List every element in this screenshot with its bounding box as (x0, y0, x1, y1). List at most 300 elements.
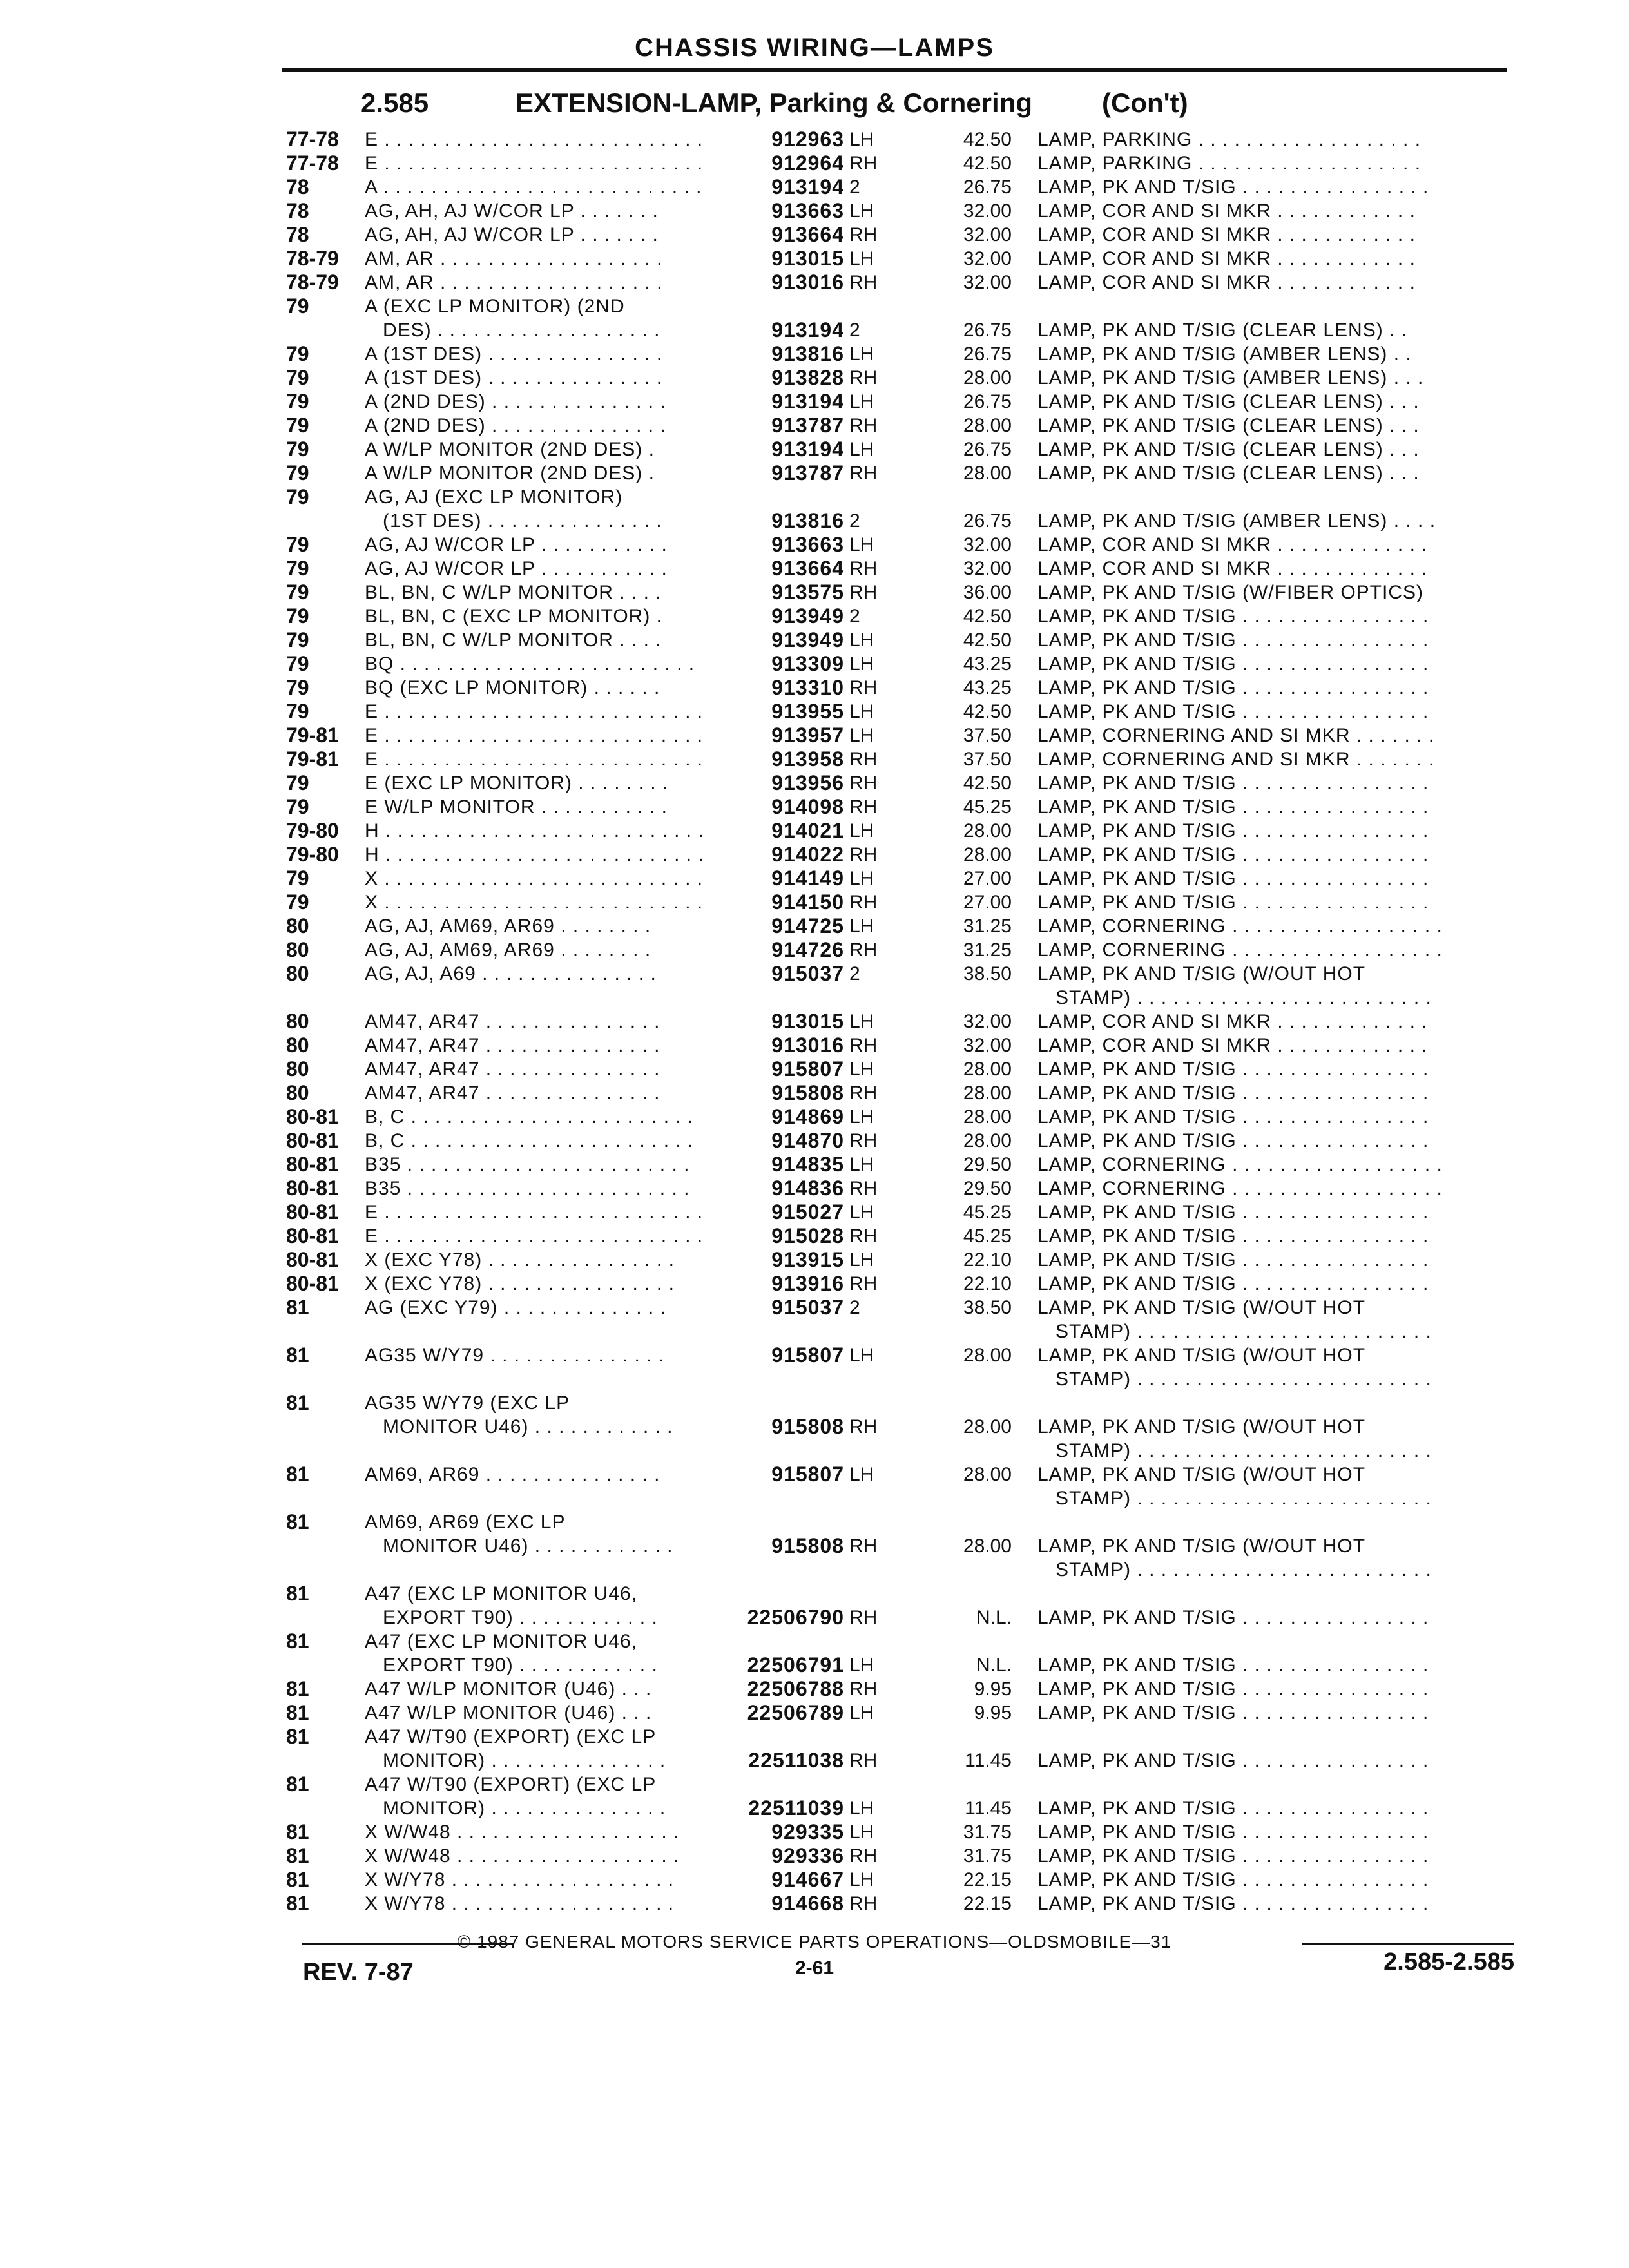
row-part-number: 913663 (771, 533, 844, 556)
row-price: 26.75 (963, 343, 1012, 365)
row-description: LAMP, PK AND T/SIG (W/OUT HOT (1037, 1345, 1366, 1366)
row-description: LAMP, PK AND T/SIG . . . . . . . . . . . . . . . . (1037, 1869, 1429, 1890)
row-description: LAMP, PK AND T/SIG (CLEAR LENS) . . . (1037, 415, 1420, 436)
row-side: LH (849, 868, 874, 889)
row-part-number: 913664 (771, 223, 844, 246)
row-description: LAMP, PK AND T/SIG (W/OUT HOT (1037, 963, 1366, 985)
row-part-number: 915807 (771, 1343, 844, 1367)
table-row (0, 628, 1629, 652)
row-description: LAMP, COR AND SI MKR . . . . . . . . . . . . . (1037, 534, 1428, 555)
row-part-number: 22506789 (747, 1701, 844, 1724)
row-model: AM, AR . . . . . . . . . . . . . . . . . . . (365, 248, 663, 269)
row-model: X (EXC Y78) . . . . . . . . . . . . . . . . (365, 1273, 675, 1294)
row-price: 28.00 (963, 1082, 1012, 1104)
row-side: RH (849, 582, 878, 603)
table-row (0, 461, 1629, 485)
row-description: LAMP, PK AND T/SIG . . . . . . . . . . . . . . . . (1037, 1678, 1429, 1700)
row-price: 29.50 (963, 1154, 1012, 1175)
row-side: 2 (849, 177, 860, 198)
row-model: MONITOR U46) . . . . . . . . . . . . (365, 1535, 673, 1557)
row-description: LAMP, PK AND T/SIG (CLEAR LENS) . . . (1037, 463, 1420, 484)
row-side: LH (849, 701, 874, 722)
row-description: LAMP, PK AND T/SIG . . . . . . . . . . . . . . . . (1037, 1750, 1429, 1771)
row-model: A (EXC LP MONITOR) (2ND (365, 296, 625, 317)
table-row (0, 271, 1629, 294)
row-description: LAMP, PK AND T/SIG . . . . . . . . . . . . . . . . (1037, 1655, 1429, 1676)
row-description: LAMP, CORNERING . . . . . . . . . . . . . . . . . . (1037, 939, 1443, 961)
row-part-number: 915808 (771, 1534, 844, 1557)
row-model: AM, AR . . . . . . . . . . . . . . . . . . . (365, 272, 663, 293)
table-row (0, 247, 1629, 271)
row-model: AG, AJ, AM69, AR69 . . . . . . . . (365, 916, 651, 937)
row-side: RH (849, 844, 878, 865)
row-price: 28.00 (963, 367, 1012, 389)
row-description: LAMP, PK AND T/SIG . . . . . . . . . . . . . . . . (1037, 1273, 1429, 1294)
row-price: 32.00 (963, 248, 1012, 269)
row-side: RH (849, 1416, 878, 1437)
row-model: AG, AH, AJ W/COR LP . . . . . . . (365, 224, 659, 245)
row-description: LAMP, PK AND T/SIG . . . . . . . . . . . . . . . . (1037, 773, 1429, 794)
row-model: X (EXC Y78) . . . . . . . . . . . . . . . . (365, 1249, 675, 1271)
row-year: 79 (286, 390, 309, 413)
row-price: 22.15 (963, 1893, 1012, 1914)
row-price: 31.75 (963, 1845, 1012, 1867)
row-part-number: 913194 (771, 318, 844, 341)
row-part-number: 22506791 (747, 1653, 844, 1677)
row-side: LH (849, 1345, 874, 1366)
row-year: 81 (286, 1701, 309, 1724)
row-model: X . . . . . . . . . . . . . . . . . . . . . . . . . . . (365, 892, 704, 913)
table-row (0, 747, 1629, 771)
row-side: RH (849, 272, 878, 293)
row-year: 79 (286, 867, 309, 890)
row-part-number: 913957 (771, 724, 844, 747)
row-description: LAMP, PK AND T/SIG (AMBER LENS) . . (1037, 343, 1412, 365)
row-part-number: 914150 (771, 890, 844, 914)
row-side: LH (849, 1655, 874, 1676)
row-part-number: 913194 (771, 175, 844, 198)
table-row (0, 1129, 1629, 1153)
row-description: LAMP, PK AND T/SIG . . . . . . . . . . . . . . . . (1037, 1225, 1429, 1247)
table-row (0, 867, 1629, 890)
row-price: 32.00 (963, 272, 1012, 293)
row-price: 28.00 (963, 1416, 1012, 1437)
table-row (0, 938, 1629, 962)
row-part-number: 913194 (771, 390, 844, 413)
row-year: 79 (286, 604, 309, 628)
row-model: A (1ST DES) . . . . . . . . . . . . . . . (365, 367, 663, 389)
table-row (0, 1725, 1629, 1773)
row-model: MONITOR) . . . . . . . . . . . . . . . (365, 1798, 666, 1819)
row-side: RH (849, 367, 878, 389)
row-year: 79-81 (286, 747, 339, 771)
row-model: B35 . . . . . . . . . . . . . . . . . . . . . . . . (365, 1154, 690, 1175)
row-price: 27.00 (963, 868, 1012, 889)
row-part-number: 914098 (771, 795, 844, 818)
row-part-number: 22506790 (747, 1606, 844, 1629)
row-model: DES) . . . . . . . . . . . . . . . . . . . (365, 320, 660, 341)
row-model: AG35 W/Y79 . . . . . . . . . . . . . . . (365, 1345, 665, 1366)
row-description: LAMP, CORNERING . . . . . . . . . . . . . . . . . . (1037, 1154, 1443, 1175)
table-row (0, 437, 1629, 461)
row-price: 26.75 (963, 320, 1012, 341)
row-part-number: 913016 (771, 271, 844, 294)
table-row (0, 890, 1629, 914)
row-part-number: 914021 (771, 819, 844, 842)
table-row (0, 1677, 1629, 1701)
row-description: LAMP, PK AND T/SIG . . . . . . . . . . . . . . . . (1037, 629, 1429, 651)
row-year: 81 (286, 1391, 309, 1414)
row-year: 81 (286, 1510, 309, 1533)
row-side: LH (849, 1798, 874, 1819)
row-description: LAMP, CORNERING AND SI MKR . . . . . . . (1037, 749, 1435, 770)
row-part-number: 914869 (771, 1105, 844, 1128)
row-price: 22.10 (963, 1273, 1012, 1294)
row-year: 80 (286, 1010, 309, 1033)
row-description: LAMP, COR AND SI MKR . . . . . . . . . . . . (1037, 224, 1416, 245)
row-part-number: 915807 (771, 1057, 844, 1081)
row-model: BQ (EXC LP MONITOR) . . . . . . (365, 677, 660, 698)
row-model: MONITOR) . . . . . . . . . . . . . . . (365, 1750, 666, 1771)
table-row (0, 1892, 1629, 1916)
row-part-number: 913816 (771, 342, 844, 365)
table-row (0, 1248, 1629, 1272)
row-description: STAMP) . . . . . . . . . . . . . . . . . . . . . . . . . (1037, 1559, 1432, 1581)
table-row (0, 1272, 1629, 1296)
table-row (0, 1868, 1629, 1892)
row-model: A47 W/T90 (EXPORT) (EXC LP (365, 1726, 657, 1747)
row-year: 81 (286, 1725, 309, 1748)
row-model: BL, BN, C W/LP MONITOR . . . . (365, 629, 662, 651)
row-price: 28.00 (963, 415, 1012, 436)
row-side: RH (849, 1273, 878, 1294)
row-year: 81 (286, 1773, 309, 1796)
table-row (0, 771, 1629, 795)
row-year: 80-81 (286, 1248, 339, 1271)
row-model: BL, BN, C W/LP MONITOR . . . . (365, 582, 662, 603)
table-row (0, 581, 1629, 604)
row-model: X W/W48 . . . . . . . . . . . . . . . . . . . (365, 1845, 680, 1867)
row-side: RH (849, 1225, 878, 1247)
table-row (0, 676, 1629, 700)
row-side: RH (849, 1750, 878, 1771)
row-year: 79 (286, 890, 309, 914)
row-side: RH (849, 939, 878, 961)
table-row (0, 414, 1629, 437)
row-year: 81 (286, 1296, 309, 1319)
row-description: LAMP, PK AND T/SIG . . . . . . . . . . . . . . . . (1037, 1798, 1429, 1819)
row-year: 80-81 (286, 1153, 339, 1176)
row-model: A47 (EXC LP MONITOR U46, (365, 1583, 638, 1604)
row-year: 78-79 (286, 271, 339, 294)
row-model: BQ . . . . . . . . . . . . . . . . . . . . . . . . . (365, 653, 695, 675)
row-description: STAMP) . . . . . . . . . . . . . . . . . . . . . . . . . (1037, 1440, 1432, 1461)
table-row (0, 1629, 1629, 1677)
table-row (0, 1081, 1629, 1105)
row-part-number: 914022 (771, 843, 844, 866)
row-part-number: 915037 (771, 1296, 844, 1319)
row-description: LAMP, PARKING . . . . . . . . . . . . . . . . . . . (1037, 129, 1422, 150)
row-year: 80-81 (286, 1200, 339, 1224)
row-side: RH (849, 773, 878, 794)
row-price: 26.75 (963, 177, 1012, 198)
page-number: 2-61 (795, 1957, 834, 1979)
row-model: A W/LP MONITOR (2ND DES) . (365, 439, 655, 460)
row-price: 26.75 (963, 439, 1012, 460)
row-year: 78 (286, 175, 309, 198)
row-description: LAMP, PK AND T/SIG . . . . . . . . . . . . . . . . (1037, 1845, 1429, 1867)
row-model: E . . . . . . . . . . . . . . . . . . . . . . . . . . . (365, 153, 704, 174)
row-description: STAMP) . . . . . . . . . . . . . . . . . . . . . . . . . (1037, 1321, 1432, 1342)
row-year: 79 (286, 581, 309, 604)
row-side: LH (849, 629, 874, 651)
row-year: 79 (286, 294, 309, 318)
row-part-number: 913787 (771, 414, 844, 437)
row-model: X . . . . . . . . . . . . . . . . . . . . . . . . . . . (365, 868, 704, 889)
row-side: LH (849, 1821, 874, 1843)
row-model: AG, AJ (EXC LP MONITOR) (365, 486, 623, 508)
row-price: 45.25 (963, 796, 1012, 818)
row-year: 81 (286, 1844, 309, 1867)
row-price: 26.75 (963, 510, 1012, 532)
row-model: AG (EXC Y79) . . . . . . . . . . . . . . (365, 1297, 666, 1318)
table-row (0, 1153, 1629, 1177)
row-year: 79 (286, 485, 309, 508)
row-description: LAMP, PK AND T/SIG . . . . . . . . . . . . . . . . (1037, 1130, 1429, 1151)
row-model: AM69, AR69 (EXC LP (365, 1512, 566, 1533)
row-part-number: 914667 (771, 1868, 844, 1891)
row-description: LAMP, PK AND T/SIG (W/OUT HOT (1037, 1464, 1366, 1485)
row-description: STAMP) . . . . . . . . . . . . . . . . . . . . . . . . . (1037, 1369, 1432, 1390)
row-model: X W/Y78 . . . . . . . . . . . . . . . . . . . (365, 1869, 675, 1890)
row-year: 80 (286, 1057, 309, 1081)
row-description: LAMP, PK AND T/SIG . . . . . . . . . . . . . . . . (1037, 1059, 1429, 1080)
table-row (0, 1057, 1629, 1081)
row-side: LH (849, 1202, 874, 1223)
row-model: X W/Y78 . . . . . . . . . . . . . . . . . . . (365, 1893, 675, 1914)
row-year: 79 (286, 533, 309, 556)
row-model: E . . . . . . . . . . . . . . . . . . . . . . . . . . . (365, 701, 704, 722)
row-part-number: 913575 (771, 581, 844, 604)
row-part-number: 913816 (771, 509, 844, 532)
row-model: A47 W/LP MONITOR (U46) . . . (365, 1678, 652, 1700)
row-part-number: 22511038 (748, 1749, 844, 1772)
row-description: LAMP, PK AND T/SIG . . . . . . . . . . . . . . . . (1037, 844, 1429, 865)
row-part-number: 914668 (771, 1892, 844, 1915)
row-part-number: 914726 (771, 938, 844, 961)
row-year: 81 (286, 1820, 309, 1843)
section-continued: (Con't) (1102, 88, 1188, 118)
row-year: 80-81 (286, 1272, 339, 1295)
row-side: LH (849, 343, 874, 365)
row-year: 80-81 (286, 1224, 339, 1247)
row-part-number: 913916 (771, 1272, 844, 1295)
row-price: 42.50 (963, 773, 1012, 794)
row-description: LAMP, PK AND T/SIG (W/FIBER OPTICS) (1037, 582, 1423, 603)
row-model: EXPORT T90) . . . . . . . . . . . . (365, 1655, 658, 1676)
table-row (0, 557, 1629, 581)
row-price: 45.25 (963, 1202, 1012, 1223)
table-row (0, 724, 1629, 747)
row-part-number: 913787 (771, 461, 844, 485)
row-side: LH (849, 439, 874, 460)
row-model: A47 (EXC LP MONITOR U46, (365, 1631, 638, 1652)
row-price: 43.25 (963, 677, 1012, 698)
row-model: E W/LP MONITOR . . . . . . . . . . . (365, 796, 668, 818)
table-row (0, 294, 1629, 342)
row-year: 79 (286, 628, 309, 651)
table-row (0, 1773, 1629, 1820)
table-row (0, 962, 1629, 1010)
row-part-number: 913015 (771, 1010, 844, 1033)
row-side: LH (849, 248, 874, 269)
row-price: 28.00 (963, 1106, 1012, 1128)
row-part-number: 913310 (771, 676, 844, 699)
row-year: 81 (286, 1892, 309, 1915)
row-model: B, C . . . . . . . . . . . . . . . . . . . . . . . . (365, 1106, 694, 1128)
row-year: 79 (286, 771, 309, 794)
row-price: 42.50 (963, 153, 1012, 174)
row-model: MONITOR U46) . . . . . . . . . . . . (365, 1416, 673, 1437)
revision-label: REV. 7-87 (303, 1959, 414, 1986)
row-year: 79 (286, 366, 309, 389)
row-model: (1ST DES) . . . . . . . . . . . . . . . (365, 510, 662, 532)
row-description: LAMP, COR AND SI MKR . . . . . . . . . . . . . (1037, 558, 1428, 579)
table-row (0, 1010, 1629, 1033)
row-model: AM47, AR47 . . . . . . . . . . . . . . . (365, 1035, 660, 1056)
row-part-number: 913309 (771, 652, 844, 675)
row-model: H . . . . . . . . . . . . . . . . . . . . . . . . . . . (365, 844, 704, 865)
row-side: RH (849, 1607, 878, 1628)
row-year: 80 (286, 962, 309, 985)
row-part-number: 915037 (771, 962, 844, 985)
row-description: LAMP, CORNERING . . . . . . . . . . . . . . . . . . (1037, 916, 1443, 937)
table-row (0, 1033, 1629, 1057)
table-row (0, 1391, 1629, 1461)
row-description: LAMP, COR AND SI MKR . . . . . . . . . . . . (1037, 272, 1416, 293)
table-row (0, 604, 1629, 628)
row-price: 11.45 (965, 1750, 1012, 1771)
row-model: A47 W/LP MONITOR (U46) . . . (365, 1702, 652, 1724)
row-model: B35 . . . . . . . . . . . . . . . . . . . . . . . . (365, 1178, 690, 1199)
row-description: LAMP, PK AND T/SIG . . . . . . . . . . . . . . . . (1037, 892, 1429, 913)
row-side: RH (849, 892, 878, 913)
row-year: 81 (286, 1463, 309, 1486)
row-side: LH (849, 1106, 874, 1128)
row-part-number: 913949 (771, 604, 844, 628)
row-model: X W/W48 . . . . . . . . . . . . . . . . . . . (365, 1821, 680, 1843)
row-model: E . . . . . . . . . . . . . . . . . . . . . . . . . . . (365, 1202, 704, 1223)
row-side: RH (849, 415, 878, 436)
table-row (0, 1343, 1629, 1391)
row-part-number: 913663 (771, 199, 844, 222)
row-model: A . . . . . . . . . . . . . . . . . . . . . . . . . . . (365, 177, 702, 198)
row-part-number: 914836 (771, 1177, 844, 1200)
row-model: B, C . . . . . . . . . . . . . . . . . . . . . . . . (365, 1130, 694, 1151)
row-model: A (2ND DES) . . . . . . . . . . . . . . . (365, 415, 666, 436)
table-row (0, 533, 1629, 557)
row-price: 32.00 (963, 534, 1012, 555)
row-year: 79 (286, 676, 309, 699)
row-side: LH (849, 1464, 874, 1485)
row-description: LAMP, PK AND T/SIG . . . . . . . . . . . . . . . . (1037, 1082, 1429, 1104)
row-part-number: 913915 (771, 1248, 844, 1271)
row-year: 79 (286, 652, 309, 675)
row-price: 37.50 (963, 749, 1012, 770)
section-title: EXTENSION-LAMP, Parking & Cornering (516, 88, 1032, 118)
row-part-number: 913016 (771, 1033, 844, 1057)
table-row (0, 1510, 1629, 1581)
row-model: AG, AJ, AM69, AR69 . . . . . . . . (365, 939, 651, 961)
row-year: 77-78 (286, 151, 339, 175)
row-model: A (2ND DES) . . . . . . . . . . . . . . . (365, 391, 666, 412)
row-part-number: 929336 (771, 1844, 844, 1867)
row-price: 32.00 (963, 1011, 1012, 1032)
row-part-number: 915027 (771, 1200, 844, 1224)
row-side: RH (849, 558, 878, 579)
row-price: 27.00 (963, 892, 1012, 913)
row-side: 2 (849, 510, 860, 532)
row-price: 31.25 (963, 916, 1012, 937)
table-row (0, 151, 1629, 175)
row-year: 80 (286, 938, 309, 961)
row-price: 22.10 (963, 1249, 1012, 1271)
row-description: LAMP, PK AND T/SIG . . . . . . . . . . . . . . . . (1037, 1702, 1429, 1724)
table-row (0, 1200, 1629, 1224)
row-year: 79 (286, 342, 309, 365)
row-price: 28.00 (963, 1130, 1012, 1151)
row-price: 9.95 (974, 1678, 1012, 1700)
row-description: LAMP, PK AND T/SIG . . . . . . . . . . . . . . . . (1037, 1607, 1429, 1628)
row-part-number: 913828 (771, 366, 844, 389)
row-side: LH (849, 725, 874, 746)
row-side: LH (849, 534, 874, 555)
row-side: LH (849, 1011, 874, 1032)
row-side: RH (849, 677, 878, 698)
row-year: 81 (286, 1629, 309, 1653)
row-description: LAMP, PK AND T/SIG (AMBER LENS) . . . (1037, 367, 1424, 389)
row-price: N.L. (976, 1655, 1012, 1676)
row-side: RH (849, 1678, 878, 1700)
row-part-number: 914149 (771, 867, 844, 890)
row-part-number: 913015 (771, 247, 844, 270)
table-row (0, 843, 1629, 867)
row-year: 80 (286, 914, 309, 937)
row-side: LH (849, 1154, 874, 1175)
row-price: 32.00 (963, 1035, 1012, 1056)
row-model: AG, AJ, A69 . . . . . . . . . . . . . . . (365, 963, 657, 985)
row-model: AM47, AR47 . . . . . . . . . . . . . . . (365, 1011, 660, 1032)
row-side: LH (849, 1869, 874, 1890)
row-part-number: 913955 (771, 700, 844, 723)
row-year: 79 (286, 461, 309, 485)
row-model: AG, AH, AJ W/COR LP . . . . . . . (365, 200, 659, 222)
table-row (0, 652, 1629, 676)
footer-copyright: © 1987 GENERAL MOTORS SERVICE PARTS OPERATIONS—OLDSMOBILE—31 (457, 1932, 1172, 1952)
row-year: 80-81 (286, 1129, 339, 1152)
row-part-number: 929335 (771, 1820, 844, 1843)
row-price: 31.75 (963, 1821, 1012, 1843)
row-description: LAMP, PK AND T/SIG . . . . . . . . . . . . . . . . (1037, 701, 1429, 722)
row-model: A47 W/T90 (EXPORT) (EXC LP (365, 1774, 657, 1795)
row-description: LAMP, PK AND T/SIG (CLEAR LENS) . . . (1037, 439, 1420, 460)
row-part-number: 912964 (771, 151, 844, 175)
row-description: LAMP, PK AND T/SIG . . . . . . . . . . . . . . . . (1037, 1202, 1429, 1223)
row-side: 2 (849, 1297, 860, 1318)
table-row (0, 128, 1629, 151)
row-price: 31.25 (963, 939, 1012, 961)
row-description: LAMP, PK AND T/SIG . . . . . . . . . . . . . . . . (1037, 677, 1429, 698)
